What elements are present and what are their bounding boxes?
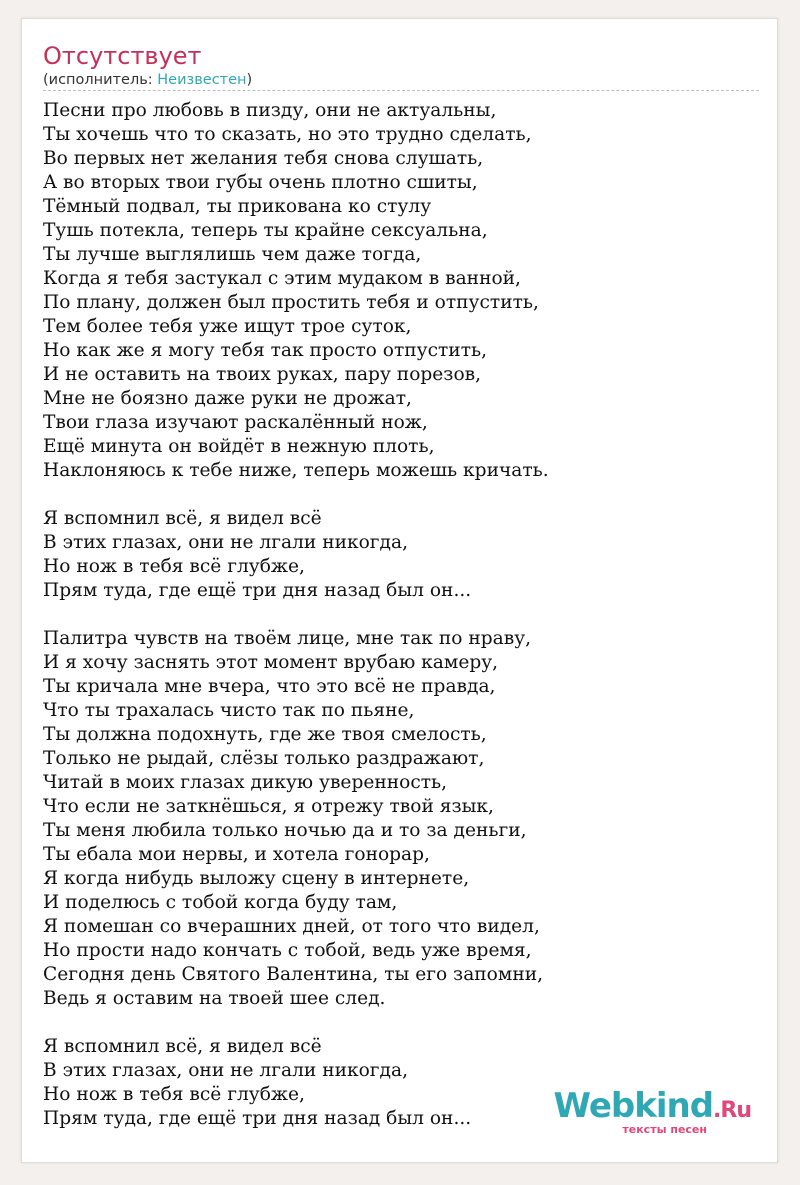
lyrics-card bbox=[21, 18, 778, 1163]
lyrics-line: Тёмный подвал, ты прикована ко стулу bbox=[43, 196, 432, 217]
lyrics-line: В этих глазах, они не лгали никогда, bbox=[43, 1060, 408, 1081]
lyrics-line: Но как же я могу тебя так просто отпустить, bbox=[43, 340, 488, 361]
lyrics-line: Ты лучше выглялишь чем даже тогда, bbox=[43, 244, 422, 265]
lyrics-line: Я вспомнил всё, я видел всё bbox=[43, 508, 322, 529]
lyrics-line: Песни про любовь в пизду, они не актуальны, bbox=[43, 100, 497, 121]
lyrics-line: Во первых нет желания тебя снова слушать, bbox=[43, 148, 484, 169]
lyrics-line: Я вспомнил всё, я видел всё bbox=[43, 1036, 322, 1057]
lyrics-text bbox=[43, 99, 753, 1131]
lyrics-stanza bbox=[43, 99, 753, 483]
lyrics-line: Что если не заткнёшься, я отрежу твой язык, bbox=[43, 796, 494, 817]
lyrics-line: Когда я тебя застукал с этим мудаком в ванной, bbox=[43, 268, 521, 289]
lyrics-line: Тем более тебя уже ищут трое суток, bbox=[43, 316, 412, 337]
lyrics-line: Я когда нибудь выложу сцену в интернете, bbox=[43, 868, 470, 889]
lyrics-line: По плану, должен был простить тебя и отпустить, bbox=[43, 292, 539, 313]
lyrics-line: Ты хочешь что то сказать, но это трудно сделать, bbox=[43, 124, 532, 145]
artist-suffix: ) bbox=[246, 72, 253, 88]
lyrics-line: Наклоняюсь к тебе ниже, теперь можешь кричать. bbox=[43, 460, 549, 481]
logo-tld-text: .Ru bbox=[713, 1098, 751, 1123]
lyrics-line: В этих глазах, они не лгали никогда, bbox=[43, 532, 408, 553]
lyrics-line: Ты должна подохнуть, где же твоя смелость, bbox=[43, 724, 487, 745]
lyrics-line: Но нож в тебя всё глубже, bbox=[43, 556, 305, 577]
lyrics-stanza bbox=[43, 627, 753, 1011]
artist-prefix: (исполнитель: bbox=[43, 72, 158, 88]
lyrics-line: Я помешан со вчерашних дней, от того что видел, bbox=[43, 916, 540, 937]
lyrics-line: Прям туда, где ещё три дня назад был он... bbox=[43, 1108, 472, 1129]
logo-tagline: тексты песен bbox=[622, 1123, 707, 1136]
lyrics-line: Ты кричала мне вчера, что это всё не правда, bbox=[43, 676, 496, 697]
webkind-logo[interactable] bbox=[554, 1088, 751, 1136]
lyrics-line: Ты ебала мои нервы, и хотела гонорар, bbox=[43, 844, 430, 865]
lyrics-line: Ведь я оставим на твоей шее след. bbox=[43, 988, 386, 1009]
lyrics-line: Только не рыдай, слёзы только раздражают, bbox=[43, 748, 485, 769]
lyrics-line: И поделюсь с тобой когда буду там, bbox=[43, 892, 398, 913]
lyrics-line: Ещё минута он войдёт в нежную плоть, bbox=[43, 436, 435, 457]
lyrics-line: Мне не боязно даже руки не дрожат, bbox=[43, 388, 412, 409]
lyrics-line: Тушь потекла, теперь ты крайне сексуальна, bbox=[43, 220, 488, 241]
lyrics-line: Читай в моих глазах дикую уверенность, bbox=[43, 772, 448, 793]
lyrics-line: Твои глаза изучают раскалённый нож, bbox=[43, 412, 428, 433]
lyrics-line: Но прости надо кончать с тобой, ведь уже время, bbox=[43, 940, 532, 961]
lyrics-line: Прям туда, где ещё три дня назад был он... bbox=[43, 580, 472, 601]
title-divider bbox=[43, 90, 759, 91]
lyrics-line: Ты меня любила только ночью да и то за деньги, bbox=[43, 820, 527, 841]
lyrics-line: Что ты трахалась чисто так по пьяне, bbox=[43, 700, 415, 721]
artist-line bbox=[43, 72, 252, 88]
logo-main-text: Webkind bbox=[553, 1086, 714, 1126]
lyrics-stanza bbox=[43, 507, 753, 603]
artist-link[interactable]: Неизвестен bbox=[157, 72, 247, 88]
lyrics-line: А во вторых твои губы очень плотно сшиты, bbox=[43, 172, 478, 193]
lyrics-line: Сегодня день Святого Валентина, ты его запомни, bbox=[43, 964, 544, 985]
lyrics-line: Но нож в тебя всё глубже, bbox=[43, 1084, 305, 1105]
lyrics-line: И я хочу заснять этот момент врубаю камеру, bbox=[43, 652, 499, 673]
lyrics-line: Палитра чувств на твоём лице, мне так по нраву, bbox=[43, 628, 532, 649]
song-title: Отсутствует bbox=[43, 42, 202, 70]
lyrics-line: И не оставить на твоих руках, пару порезов, bbox=[43, 364, 482, 385]
